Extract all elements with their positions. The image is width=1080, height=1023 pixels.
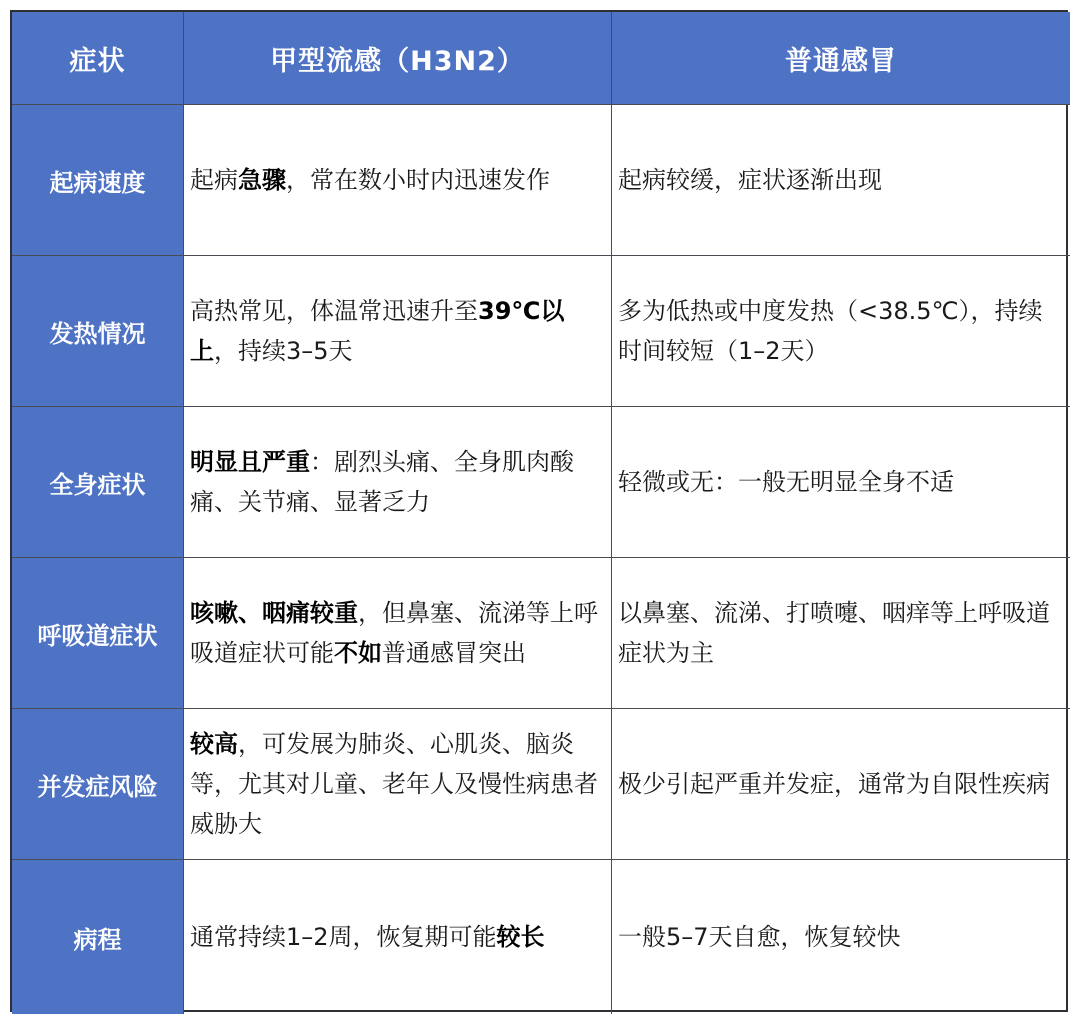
row-label-text: 并发症风险 (37, 772, 158, 801)
cell-flu-complications (184, 709, 612, 860)
emphasis-text: 较长 (496, 923, 545, 951)
cell-cold-systemic (612, 407, 1070, 558)
plain-text: 高热常见，体温常迅速升至 (190, 297, 478, 325)
cell-text (618, 462, 954, 502)
cell-flu-systemic (184, 407, 612, 558)
plain-text: 普通感冒突出 (382, 639, 526, 667)
emphasis-text: 咳嗽、咽痛较重 (190, 599, 358, 627)
plain-text: ：剧烈头痛、全身肌肉酸痛、关节痛、显著乏力 (190, 448, 574, 516)
row-label-text: 全身症状 (49, 470, 146, 499)
cell-text (190, 917, 545, 957)
header-common-cold-label: 普通感冒 (785, 45, 897, 77)
row-label-text: 呼吸道症状 (37, 621, 158, 650)
cell-text (618, 764, 1050, 804)
cell-cold-course (612, 860, 1070, 1014)
cell-flu-course (184, 860, 612, 1014)
plain-text: 多为低热或中度发热（<38.5℃），持续时间较短（1–2天） (618, 297, 1043, 365)
emphasis-text: 较高 (190, 730, 238, 758)
row-label-fever (12, 256, 184, 407)
cell-text (190, 291, 607, 371)
plain-text: ，但鼻塞、流涕等上呼吸道症状可能 (190, 599, 598, 667)
header-influenza-a-label: 甲型流感（H3N2） (270, 45, 525, 77)
header-symptom-label: 症状 (69, 45, 126, 77)
row-label-text: 病程 (73, 925, 122, 954)
row-label-course (12, 860, 184, 1014)
cell-cold-onset (612, 105, 1070, 256)
cell-text (190, 442, 607, 522)
header-influenza-a (184, 12, 612, 105)
row-label-complications (12, 709, 184, 860)
header-symptom (12, 12, 184, 105)
emphasis-text: 急骤 (238, 166, 286, 194)
cell-flu-respiratory (184, 558, 612, 709)
cell-text (618, 593, 1066, 673)
row-label-text: 发热情况 (49, 319, 146, 348)
plain-text: 极少引起严重并发症，通常为自限性疾病 (618, 770, 1050, 798)
plain-text: 一般5–7天自愈，恢复较快 (618, 923, 901, 951)
plain-text: 通常持续1–2周，恢复期可能 (190, 923, 497, 951)
cell-text (190, 160, 550, 200)
cell-flu-fever (184, 256, 612, 407)
cell-text (190, 593, 607, 673)
cell-text (190, 724, 607, 844)
plain-text: 轻微或无：一般无明显全身不适 (618, 468, 954, 496)
emphasis-text: 39℃以上 (190, 297, 565, 365)
row-label-text: 起病速度 (49, 168, 146, 197)
cell-text (618, 160, 882, 200)
cell-cold-fever (612, 256, 1070, 407)
plain-text: 起病 (190, 166, 238, 194)
plain-text: ，可发展为肺炎、心肌炎、脑炎等，尤其对儿童、老年人及慢性病患者威胁大 (190, 730, 598, 838)
plain-text: ，常在数小时内迅速发作 (286, 166, 550, 194)
row-label-respiratory (12, 558, 184, 709)
plain-text: 起病较缓，症状逐渐出现 (618, 166, 882, 194)
comparison-table (10, 10, 1068, 1012)
emphasis-text: 明显且严重 (190, 448, 310, 476)
cell-cold-respiratory (612, 558, 1070, 709)
header-common-cold (612, 12, 1070, 105)
cell-flu-onset (184, 105, 612, 256)
plain-text: ，持续3–5天 (214, 337, 353, 365)
row-label-systemic (12, 407, 184, 558)
cell-text (618, 917, 901, 957)
cell-text (618, 291, 1066, 371)
plain-text: 以鼻塞、流涕、打喷嚏、咽痒等上呼吸道症状为主 (618, 599, 1050, 667)
cell-cold-complications (612, 709, 1070, 860)
row-label-onset (12, 105, 184, 256)
emphasis-text: 不如 (334, 639, 382, 667)
